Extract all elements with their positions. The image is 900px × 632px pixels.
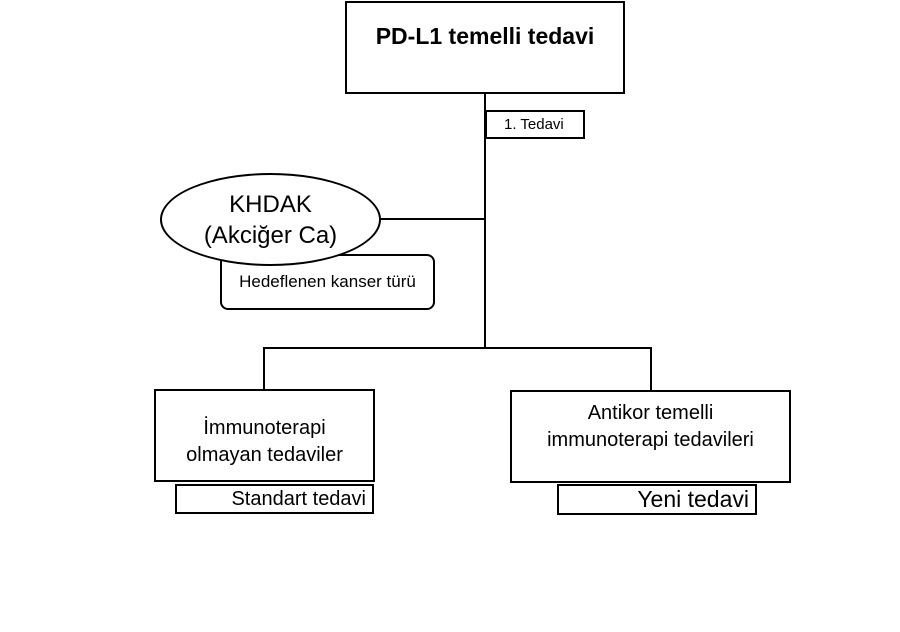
new-treatment-label: Yeni tedavi [637,486,749,512]
right-branch-node [510,390,791,483]
new-treatment-tag [557,484,757,515]
first-treatment-tag [485,110,585,139]
left-branch-node [154,389,375,482]
standard-treatment-tag [175,484,374,514]
root-node [345,1,625,94]
left-branch-line2: olmayan tedaviler [186,443,343,466]
target-cancer-label: Hedeflenen kanser türü [239,272,416,291]
root-node-title: PD-L1 temelli tedavi [375,23,595,49]
standard-treatment-label: Standart tedavi [231,487,366,510]
right-branch-line2: immunoterapi tedavileri [547,429,754,451]
connector-to-left-box [263,347,265,389]
right-branch-line1: Antikor temelli [587,402,714,424]
first-treatment-label: 1. Tedavi [504,116,564,133]
target-cancer-line1: KHDAK [229,190,312,218]
connector-horizontal-branch [263,347,652,349]
connector-to-ellipse [380,218,485,220]
target-cancer-ellipse [160,173,381,266]
target-cancer-line2: (Akciğer Ca) [203,221,338,249]
left-branch-line1: İmmunoterapi [203,416,326,439]
connector-to-right-box [650,348,652,390]
